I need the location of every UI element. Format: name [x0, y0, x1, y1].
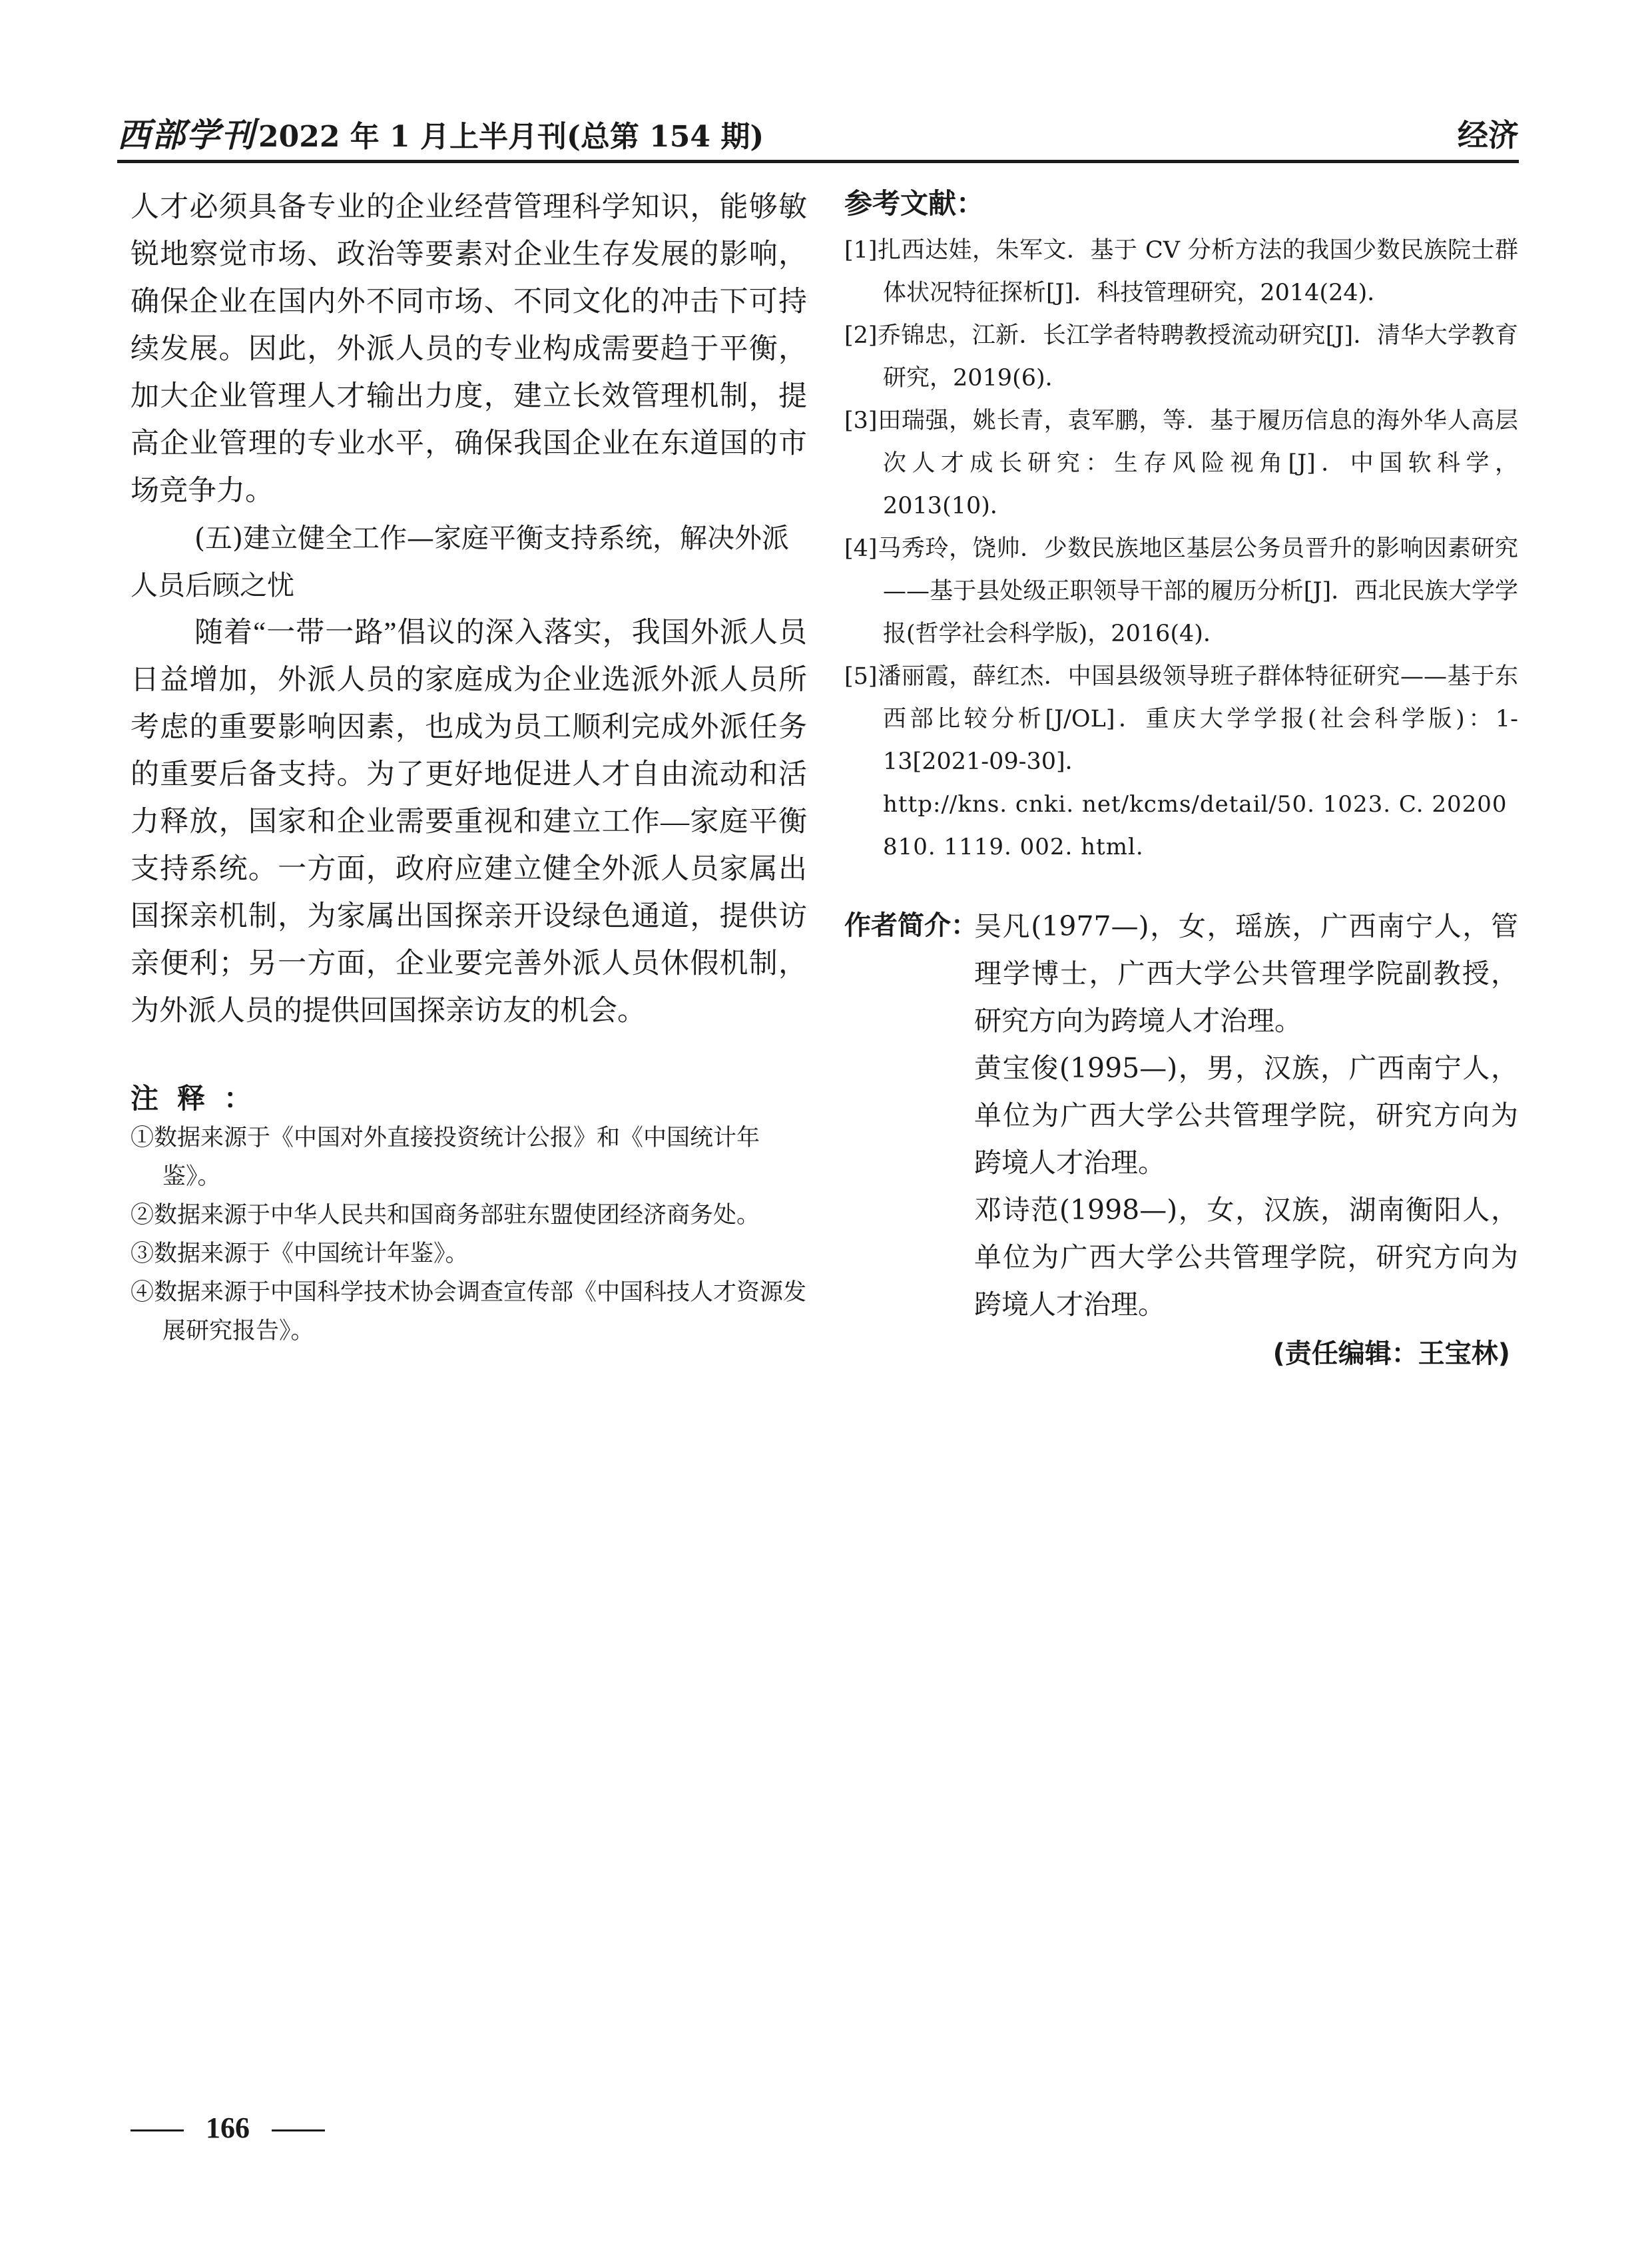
- body-paragraph: 人才必须具备专业的企业经营管理科学知识，能够敏锐地察觉市场、政治等要素对企业生存发展的影响，确保企业在国内外不同市场、不同文化的冲击下可持续发展。因此，外派人员的专业构成需要趋于平衡，加大企业管理人才输出力度，建立长效管理机制，提高企业管理的专业水平，确保我国企业在东道国的市场竞争力。: [131, 192, 807, 507]
- page-number: 166: [206, 2111, 250, 2144]
- running-header: [117, 113, 1519, 157]
- reference-item: [5]潘丽霞，薛红杰．中国县级领导班子群体特征研究——基于东西部比较分析[J/OL]．重庆大学学报(社会科学版)：1-13[2021-09-30]．: [844, 663, 1518, 775]
- page-footer: [131, 2108, 325, 2148]
- reference-item: [3]田瑞强，姚长青，袁军鹏，等．基于履历信息的海外华人高层次人才成长研究：生存风险视角[J]．中国软科学，2013(10)．: [844, 408, 1518, 519]
- author-bio: [844, 903, 1518, 1328]
- author-bio-item: 吴凡(1977—)，女，瑶族，广西南宁人，管理学博士，广西大学公共管理学院副教授，研究方向为跨境人才治理。: [974, 910, 1518, 1037]
- notes-list: [131, 1119, 807, 1350]
- author-bio-item: 邓诗范(1998—)，女，汉族，湖南衡阳人，单位为广西大学公共管理学院，研究方向为跨境人才治理。: [974, 1194, 1518, 1320]
- reference-item: [1]扎西达娃，朱军文．基于 CV 分析方法的我国少数民族院士群体状况特征探析[J]．科技管理研究，2014(24)．: [844, 237, 1518, 306]
- notes-heading: 注释：: [131, 1082, 271, 1115]
- section-name: 经济: [1458, 117, 1519, 153]
- reference-url: http://kns. cnki. net/kcms/detail/50. 1023. C. 20200810. 1119. 002. html.: [883, 791, 1508, 860]
- responsible-editor: (责任编辑：王宝林): [1272, 1338, 1510, 1369]
- note-item: ③数据来源于《中国统计年鉴》。: [131, 1241, 469, 1267]
- references-list: [844, 229, 1518, 868]
- note-item: ④数据来源于中国科学技术协会调查宣传部《中国科技人才资源发展研究报告》。: [131, 1279, 807, 1344]
- author-bio-item: 黄宝俊(1995—)，男，汉族，广西南宁人，单位为广西大学公共管理学院，研究方向为跨境人才治理。: [974, 1052, 1518, 1179]
- journal-logo: 西部学刊: [117, 115, 256, 154]
- footer-dash-left: [131, 2129, 184, 2131]
- note-item: ①数据来源于《中国对外直接投资统计公报》和《中国统计年鉴》。: [131, 1125, 760, 1190]
- note-item: ②数据来源于中华人民共和国商务部驻东盟使团经济商务处。: [131, 1202, 760, 1229]
- reference-item: [4]马秀玲，饶帅．少数民族地区基层公务员晋升的影响因素研究——基于县处级正职领导干部的履历分析[J]．西北民族大学学报(哲学社会科学版)，2016(4)．: [844, 535, 1518, 647]
- references-heading: 参考文献：: [844, 187, 985, 220]
- issue-info: 2022 年 1 月上半月刊(总第 154 期): [258, 120, 764, 154]
- author-bio-label: 作者简介：: [844, 910, 977, 941]
- header-rule: [117, 160, 1519, 163]
- footer-dash-right: [272, 2129, 325, 2131]
- left-column: [131, 184, 807, 1350]
- journal-title: [117, 113, 764, 159]
- body-paragraph: 随着“一带一路”倡议的深入落实，我国外派人员日益增加，外派人员的家庭成为企业选派外派人员所考虑的重要影响因素，也成为员工顺利完成外派任务的重要后备支持。为了更好地促进人才自由流动和活力释放，国家和企业需要重视和建立工作—家庭平衡支持系统。一方面，政府应建立健全外派人员家属出国探亲机制，为家属出国探亲开设绿色通道，提供访亲便利；另一方面，企业要完善外派人员休假机制，为外派人员的提供回国探亲访友的机会。: [131, 617, 807, 1027]
- right-column: [844, 184, 1518, 1376]
- section-subheading: (五)建立健全工作—家庭平衡支持系统，解决外派人员后顾之忧: [131, 522, 789, 601]
- reference-item: [2]乔锦忠，江新．长江学者特聘教授流动研究[J]．清华大学教育研究，2019(6)．: [844, 322, 1518, 392]
